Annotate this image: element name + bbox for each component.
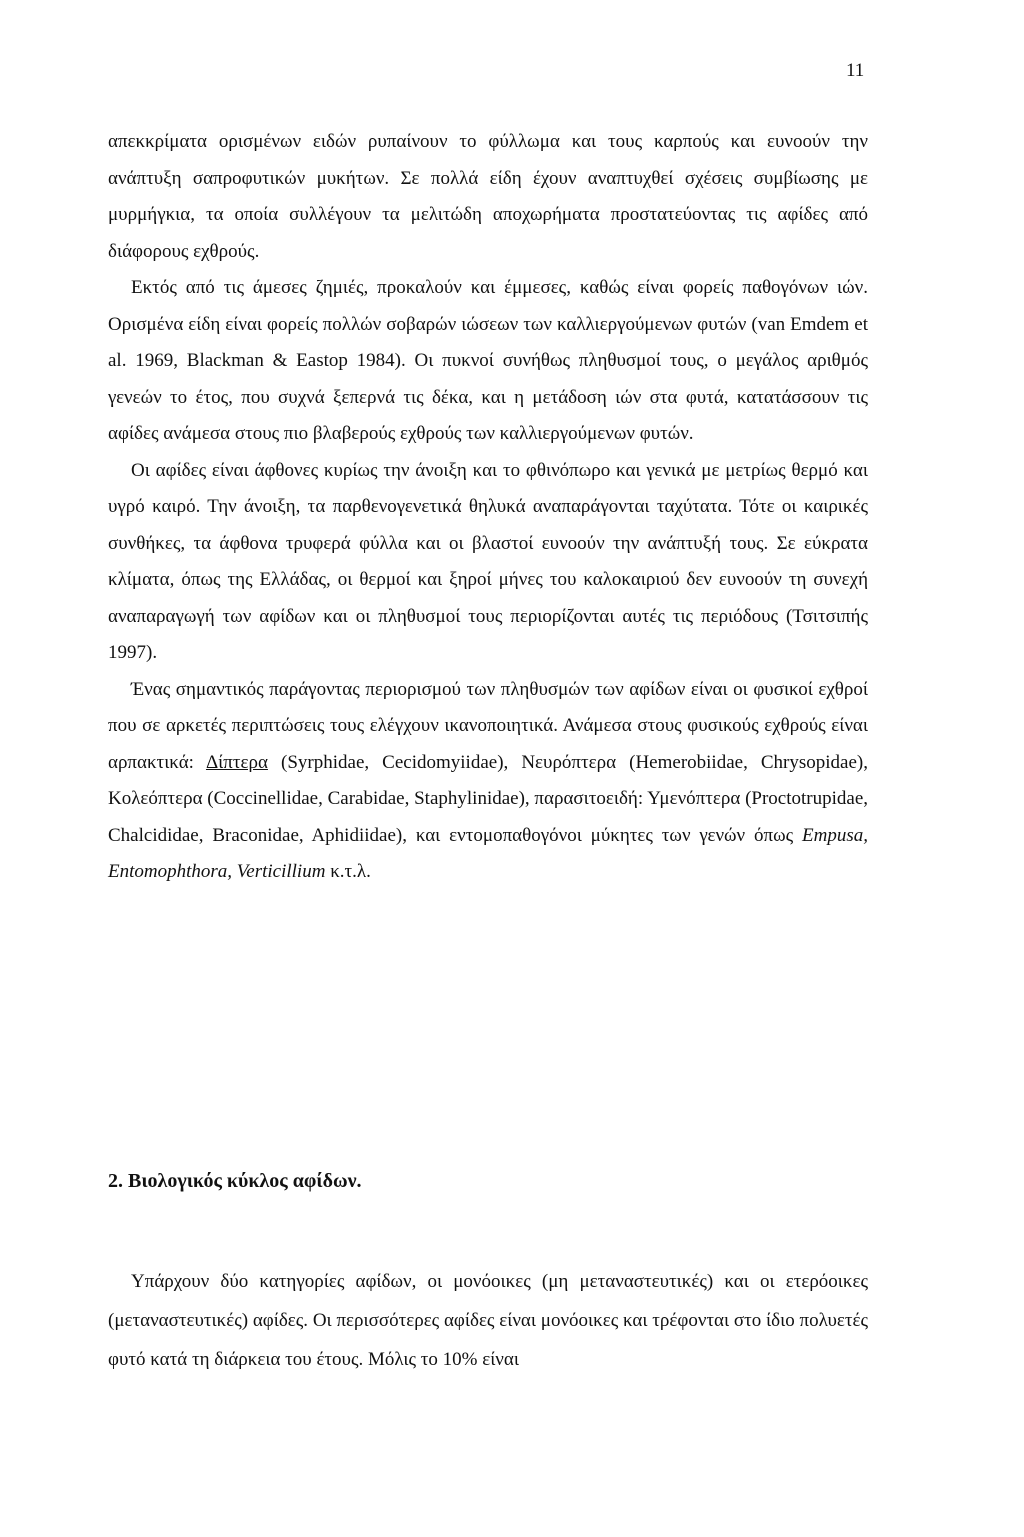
paragraph-4 xyxy=(108,672,868,891)
paragraph-2: Εκτός από τις άμεσες ζημιές, προκαλούν και έμμεσες, καθώς είναι φορείς παθογόνων ιών. Ορισμένα είδη είναι φορείς πολλών σοβαρών ιώσεων των καλλιεργούμενων φυτών (van Emdem et al. 1969, Blackman & Eastop 1984). Οι πυκνοί συνήθως πληθυσμοί τους, ο μεγάλος αριθμός γενεών το έτος, που συχνά ξεπερνά τις δέκα, και η μετάδοση ιών στα φυτά, κατατάσσουν τις αφίδες ανάμεσα στους πιο βλαβερούς εχθρούς των καλλιεργούμενων φυτών. xyxy=(108,277,868,444)
paragraph-3: Οι αφίδες είναι άφθονες κυρίως την άνοιξη και το φθινόπωρο και γενικά με μετρίως θερμό και υγρό καιρό. Την άνοιξη, τα παρθενογενετικά θηλυκά αναπαράγονται ταχύτατα. Τότε οι καιρικές συνθήκες, τα άφθονα τρυφερά φύλλα και οι βλαστοί ευνοούν την ανάπτυξή τους. Σε εύκρατα κλίματα, όπως της Ελλάδας, οι θερμοί και ξηροί μήνες του καλοκαιριού δεν ευνοούν τη συνεχή αναπαραγωγή των αφίδων και οι πληθυσμοί τους περιορίζονται αυτές τις περιόδους (Τσιτσιπής 1997). xyxy=(108,459,868,663)
body-text xyxy=(108,124,868,891)
page-number: 11 xyxy=(846,60,865,81)
section-heading: 2. Βιολογικός κύκλος αφίδων. xyxy=(108,1170,362,1192)
section-paragraph: Υπάρχουν δύο κατηγορίες αφίδων, οι μονόοικες (μη μεταναστευτικές) και οι ετερόοικες (μεταναστευτικές) αφίδες. Οι περισσότερες αφίδες είναι μονόοικες και τρέφονται στο ίδιο πολυετές φυτό κατά τη διάρκεια του έτους. Μόλις το 10% είναι xyxy=(108,1271,868,1370)
paragraph-4-text-a: Ένας σημαντικός παράγοντας περιορισμού των πληθυσμών των αφίδων είναι οι φυσικοί εχθροί που σε αρκετές περιπτώσεις τους ελέγχουν ικανοποιητικά. Ανάμεσα στους φυσικούς εχθρούς είναι αρπακτικά: xyxy=(108,678,868,773)
paragraph-1: απεκκρίματα ορισμένων ειδών ρυπαίνουν το φύλλωμα και τους καρπούς και ευνοούν την ανάπτυξη σαπροφυτικών μυκήτων. Σε πολλά είδη έχουν αναπτυχθεί σχέσεις συμβίωσης με μυρμήγκια, τα οποία συλλέγουν τα μελιτώδη αποχωρήματα προστατεύοντας τις αφίδες από διάφορους εχθρούς. xyxy=(108,131,868,262)
paragraph-4-text-b: (Syrphidae, Cecidomyiidae), Νευρόπτερα (Hemerobiidae, Chrysopidae), Κολεόπτερα (Coccinellidae, Carabidae, Staphylinidae), παρασιτοειδή: Υμενόπτερα (Proctotrupidae, Chalcididae, Braconidae, Aphidiidae), και εντομοπαθογόνοι μύκητες των γενών όπως xyxy=(108,751,868,846)
paragraph-4-italic-genera: Empusa, Entomophthora, Verticillium xyxy=(108,824,868,882)
paragraph-4-ending: κ.τ.λ. xyxy=(325,861,371,882)
paragraph-4-underlined: Δίπτερα xyxy=(205,751,268,773)
